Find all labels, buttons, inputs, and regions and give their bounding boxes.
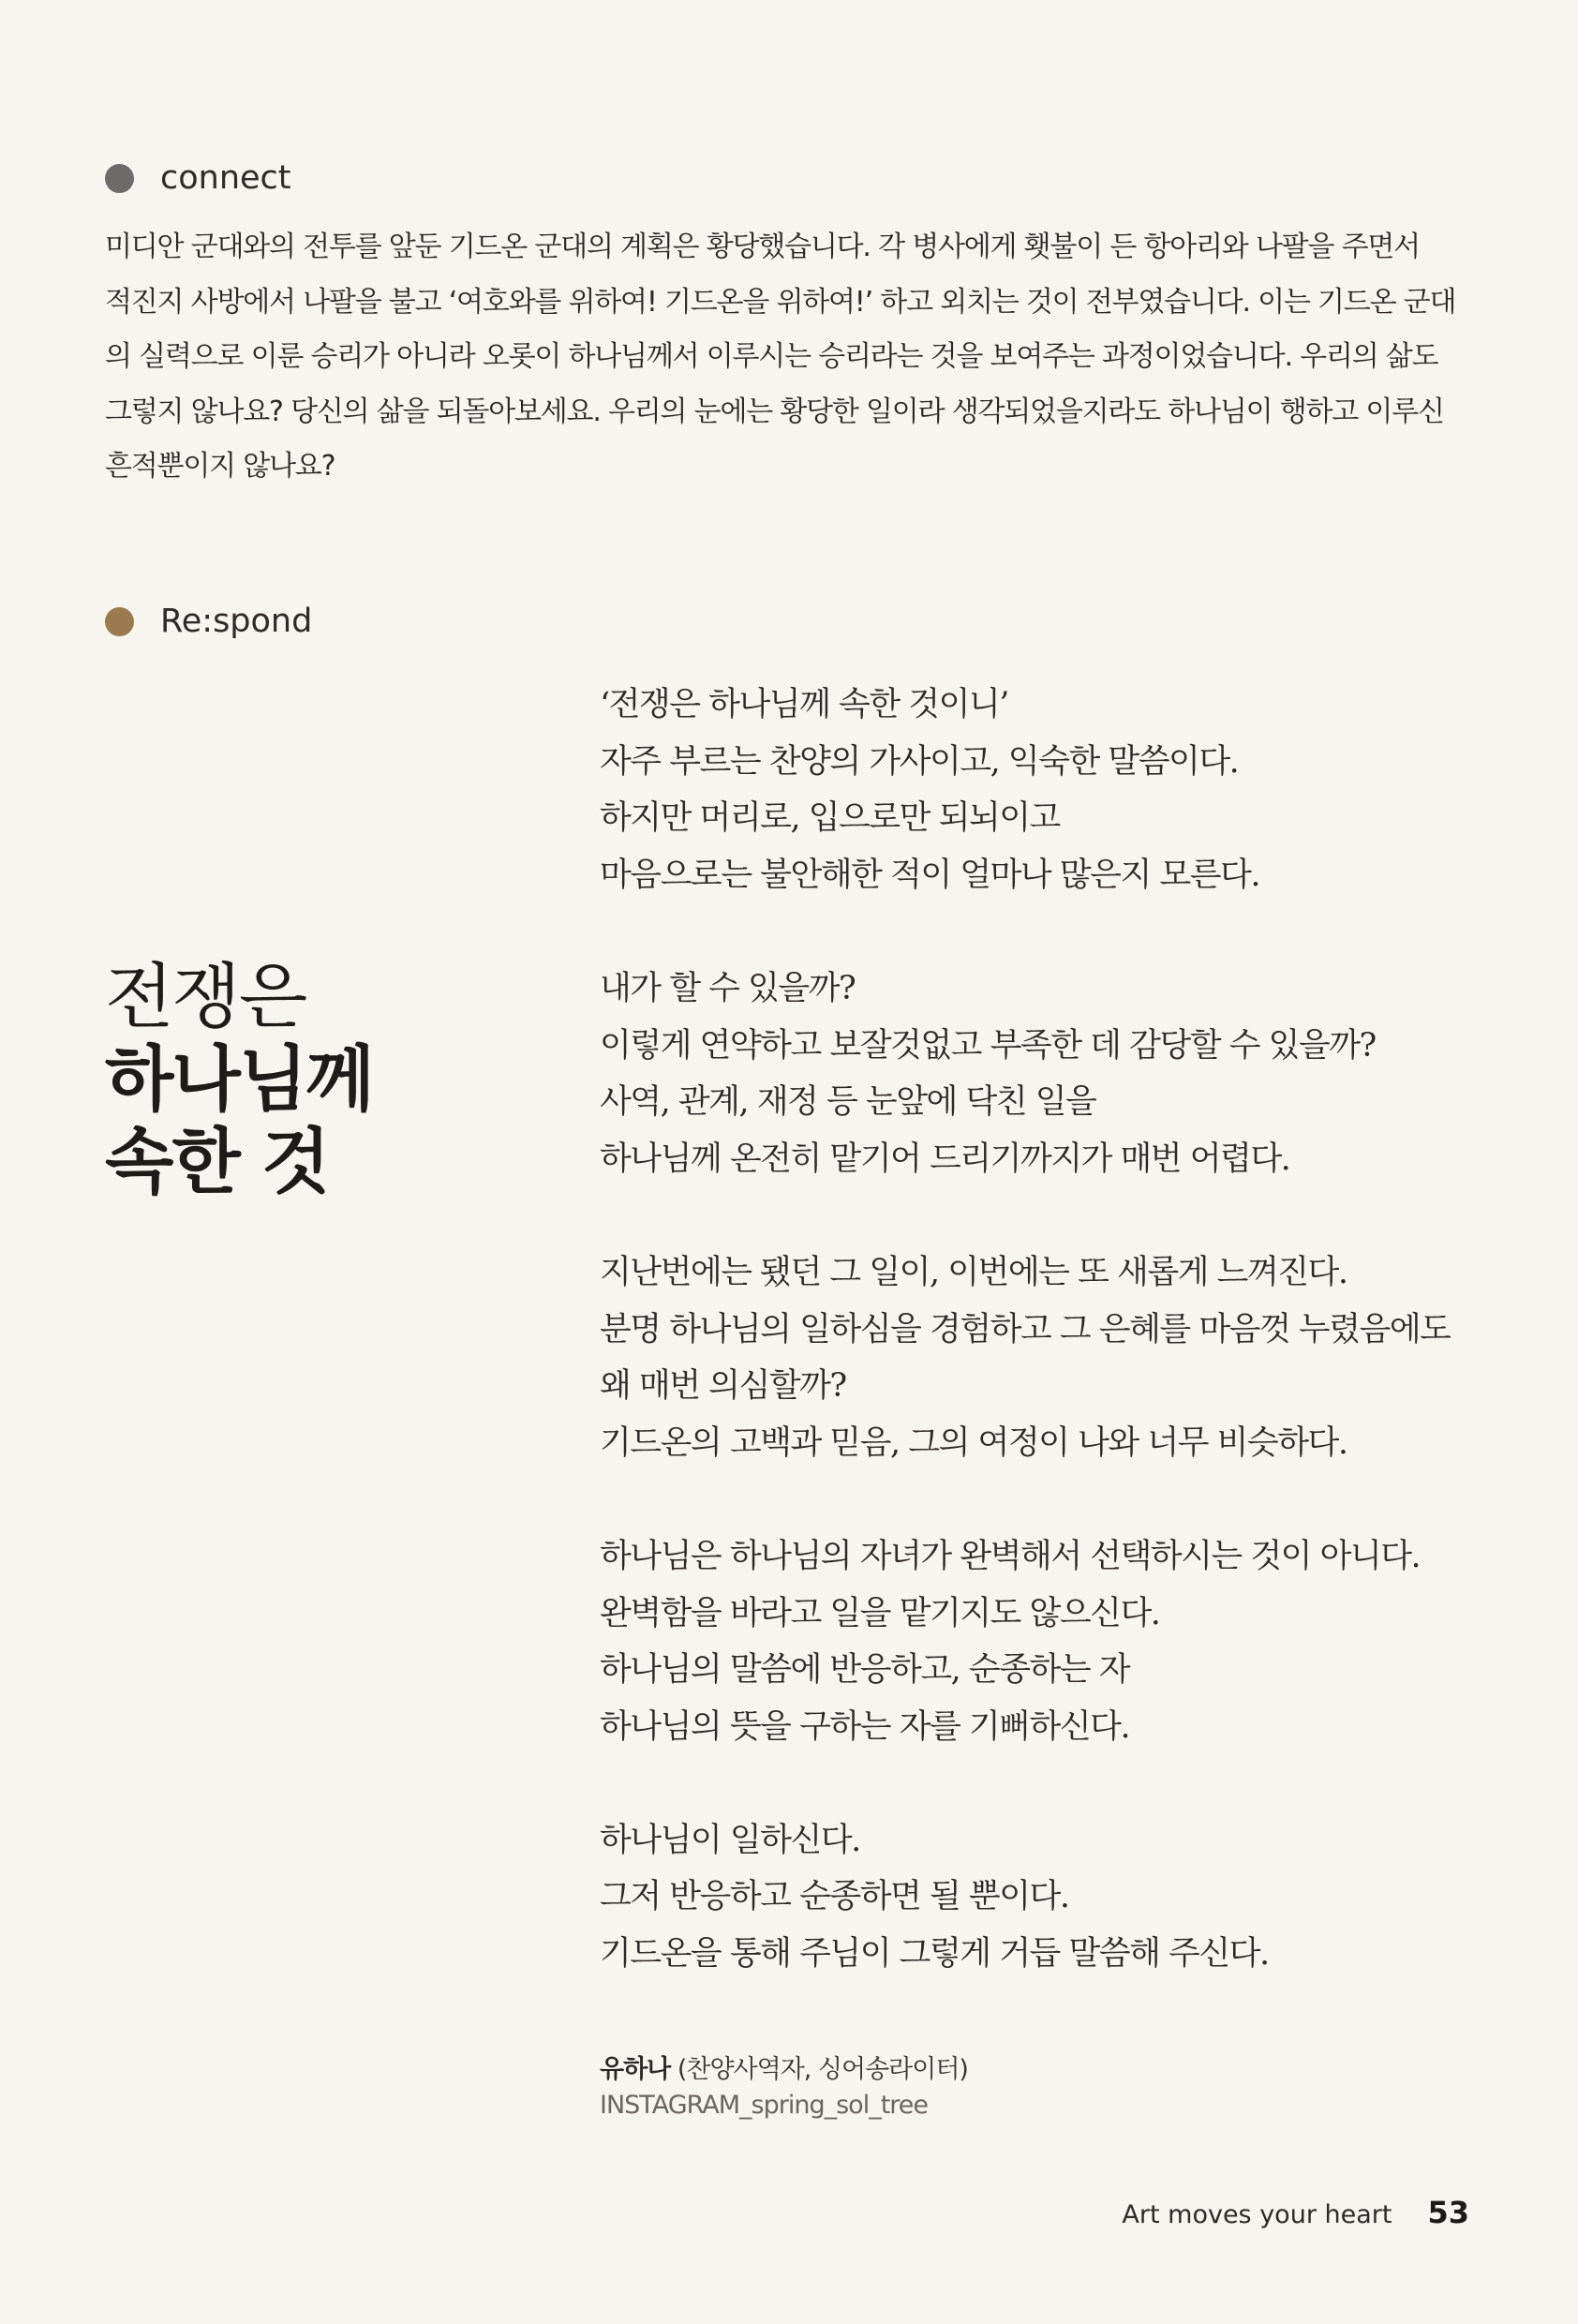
poem-line: 분명 하나님의 일하심을 경험하고 그 은혜를 마음껏 누렸음에도: [600, 1310, 1451, 1348]
respond-title-line: 전쟁은: [105, 955, 306, 1038]
poem-stanza: [600, 1812, 1499, 1983]
connect-bullet-icon: [105, 164, 134, 193]
poem-line: 내가 할 수 있을까?: [600, 969, 856, 1007]
footer-tagline: Art moves your heart: [1122, 2200, 1392, 2229]
poem-stanza: [600, 961, 1499, 1187]
respond-poem: [600, 677, 1499, 1983]
page-footer: [1122, 2195, 1469, 2230]
connect-paragraph: [105, 220, 1473, 495]
poem-line: 사역, 관계, 재정 등 눈앞에 닥친 일을: [600, 1083, 1096, 1122]
poem-line: 하나님이 일하신다.: [600, 1821, 860, 1859]
respond-heading-label: Re:spond: [160, 603, 313, 640]
poem-line: 하나님의 뜻을 구하는 자를 기뻐하신다.: [600, 1707, 1130, 1746]
respond-heading: [105, 603, 312, 640]
poem-line: 이렇게 연약하고 보잘것없고 부족한 데 감당할 수 있을까?: [600, 1026, 1376, 1065]
connect-line: 흔적뿐이지 않나요?: [105, 450, 335, 483]
poem-line: 기드온을 통해 주님이 그렇게 거듭 말씀해 주신다.: [600, 1935, 1269, 1974]
poem-line: 하지만 머리로, 입으로만 되뇌이고: [600, 799, 1060, 838]
respond-title-line: 하나님께: [105, 1037, 373, 1121]
poem-line: ‘전쟁은 하나님께 속한 것이니’: [600, 686, 1008, 723]
poem-line: 완벽함을 바라고 일을 맡기지도 않으신다.: [600, 1594, 1160, 1632]
poem-stanza: [600, 1528, 1499, 1755]
poem-stanza: [600, 677, 1499, 903]
author-instagram: INSTAGRAM_spring_sol_tree: [600, 2091, 929, 2120]
poem-line: 하나님은 하나님의 자녀가 완벽해서 선택하시는 것이 아니다.: [600, 1537, 1421, 1575]
author-name: 유하나: [600, 2055, 671, 2084]
respond-title-line: 속한 것: [105, 1120, 329, 1203]
respond-bullet-icon: [105, 607, 134, 636]
author-credit: [600, 2052, 968, 2123]
connect-line: 미디안 군대와의 전투를 앞둔 기드온 군대의 계획은 황당했습니다. 각 병사에게 횃불이 든 항아리와 나팔을 주면서: [105, 231, 1420, 263]
page-number: 53: [1427, 2195, 1469, 2230]
respond-title: [105, 956, 373, 1203]
poem-stanza: [600, 1244, 1499, 1471]
author-line: [600, 2052, 968, 2088]
poem-line: 기드온의 고백과 믿음, 그의 여정이 나와 너무 비슷하다.: [600, 1423, 1347, 1462]
poem-line: 자주 부르는 찬양의 가사이고, 익숙한 말씀이다.: [600, 742, 1239, 781]
poem-line: 마음으로는 불안해한 적이 얼마나 많은지 모른다.: [600, 856, 1259, 894]
author-role: (찬양사역자, 싱어송라이터): [670, 2055, 968, 2084]
connect-line: 그렇지 않나요? 당신의 삶을 되돌아보세요. 우리의 눈에는 황당한 일이라 생각되었을지라도 하나님이 행하고 이루신: [105, 395, 1444, 428]
poem-line: 그저 반응하고 순종하면 될 뿐이다.: [600, 1878, 1069, 1916]
connect-heading-label: connect: [160, 159, 291, 197]
poem-line: 하나님의 말씀에 반응하고, 순종하는 자: [600, 1651, 1130, 1690]
connect-line: 의 실력으로 이룬 승리가 아니라 오롯이 하나님께서 이루시는 승리라는 것을 보여주는 과정이었습니다. 우리의 삶도: [105, 340, 1438, 373]
poem-line: 지난번에는 됐던 그 일이, 이번에는 또 새롭게 느껴진다.: [600, 1253, 1347, 1291]
poem-line: 하나님께 온전히 맡기어 드리기까지가 매번 어렵다.: [600, 1140, 1290, 1178]
connect-line: 적진지 사방에서 나팔을 불고 ‘여호와를 위하여! 기드온을 위하여!’ 하고 외치는 것이 전부였습니다. 이는 기드온 군대: [105, 285, 1456, 319]
connect-heading: [105, 159, 291, 197]
poem-line: 왜 매번 의심할까?: [600, 1367, 846, 1406]
